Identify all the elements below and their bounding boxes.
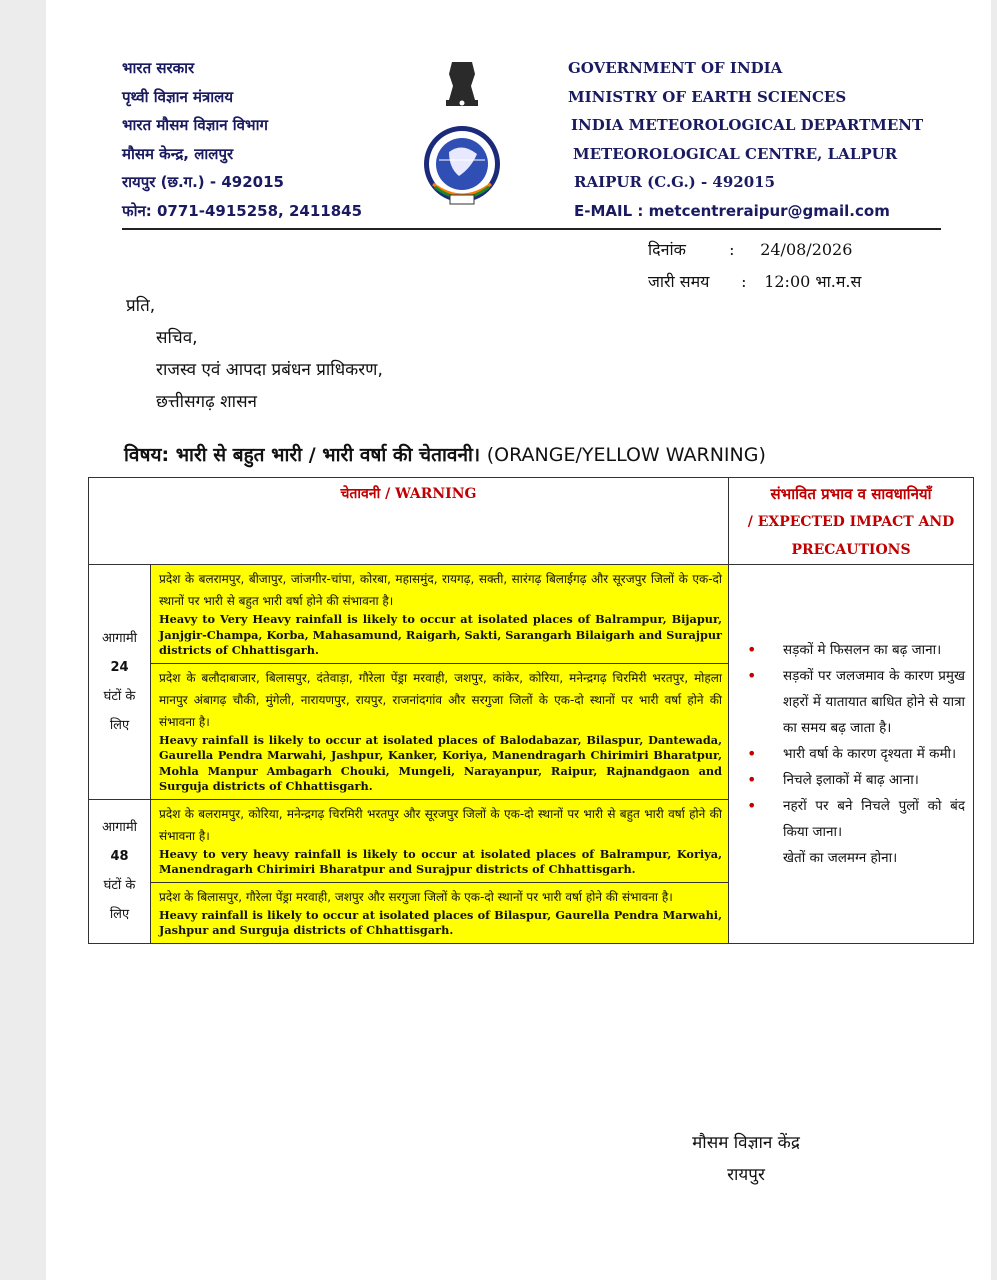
warning-header-hi: चेतावनी [340, 486, 381, 502]
period-label: घंटों के [103, 878, 136, 893]
signature-line: रायपुर [727, 1165, 765, 1185]
header-left-line: पृथ्वी विज्ञान मंत्रालय [122, 87, 234, 106]
impact-list [747, 637, 965, 871]
header-left-line: भारत सरकार [122, 59, 195, 77]
document-page [46, 0, 991, 1280]
list-item: खेतों का जलमग्न होना। [783, 849, 898, 866]
header-divider [122, 228, 941, 230]
impact-header-en: / EXPECTED IMPACT AND PRECAUTIONS [747, 514, 955, 558]
list-item: • भारी वर्षा के कारण दृश्यता में कमी। [747, 741, 965, 767]
header-right-line: METEOROLOGICAL CENTRE, LALPUR [573, 144, 898, 163]
warning-text-hi: प्रदेश के बलरामपुर, कोरिया, मनेन्द्रगढ़ चिरमिरी भरतपुर और सूरजपुर जिलों के एक-दो स्थानों पर भारी से बहुत भारी वर्षा होने की संभावना है। [159, 806, 723, 843]
recipient-line: सचिव, [156, 328, 198, 348]
header-right-line: GOVERNMENT OF INDIA [568, 59, 783, 77]
header-right-line: MINISTRY OF EARTH SCIENCES [568, 87, 847, 106]
table-row [89, 565, 974, 664]
signature-line: मौसम विज्ञान केंद्र [692, 1133, 800, 1153]
period-label: आगामी [101, 820, 138, 835]
warning-text-en: Heavy rainfall is likely to occur at isolated places of Balodabazar, Bilaspur, Dantewada, Gaurella Pendra Marwahi, Jashpur, Kanker, Koriya, Manendragarh Chirimiri Bharatpur, Mohla Manpur Ambagarh Chouki, Mungeli, Narayanpur, Raipur, Rajnandgaon and Surguja districts of Chhattisgarh. [159, 732, 723, 793]
period-label: घंटों के [103, 688, 136, 704]
header-right-line: RAIPUR (C.G.) - 492015 [574, 173, 776, 191]
warning-table [88, 477, 974, 944]
warning-cell-48b [151, 882, 729, 943]
impact-header [729, 478, 974, 565]
subject-english: (ORANGE/YELLOW WARNING) [486, 444, 766, 466]
recipient-block [126, 290, 546, 418]
period-48h [89, 799, 151, 943]
warning-cell-24b [151, 663, 729, 799]
warning-cell-48a [151, 799, 729, 882]
warning-cell-24a [151, 565, 729, 664]
date-label: दिनांक [648, 240, 686, 259]
header-right [568, 54, 948, 225]
subject-line [124, 441, 974, 467]
period-hours: 48 [110, 849, 129, 864]
ashoka-lions-icon [446, 62, 478, 106]
issue-time-label: जारी समय [648, 272, 710, 291]
list-item: • सड़कों मे फिसलन का बढ़ जाना। [747, 637, 965, 663]
header-left-line: भारत मौसम विज्ञान विभाग [122, 116, 268, 134]
warning-text-hi: प्रदेश के बलरामपुर, बीजापुर, जांजगीर-चांपा, कोरबा, महासमुंद, रायगढ़, सक्ती, सारंगढ़ बिलाईगढ़ और सूरजपुर जिलों के एक-दो स्थानों पर भारी से बहुत भारी वर्षा होने की संभावना है। [159, 572, 723, 608]
warning-text-en: Heavy rainfall is likely to occur at isolated places of Bilaspur, Gaurella Pendra Marwahi, Jashpur and Surguja districts of Chhattisgarh. [159, 907, 723, 937]
signature-block [646, 1127, 846, 1191]
period-24h [89, 565, 151, 800]
impact-cell [729, 565, 974, 944]
subject-hindi: विषय: भारी से बहुत भारी / भारी वर्षा की चेतावनी। [124, 444, 481, 466]
recipient-to: प्रति, [126, 296, 156, 316]
email-line: E-MAIL : metcentreraipur@gmail.com [574, 201, 890, 220]
impact-header-hi: संभावित प्रभाव व सावधानियाँ [770, 485, 932, 503]
period-label: लिए [109, 717, 130, 733]
table-header-row [89, 478, 974, 565]
period-label: आगामी [101, 630, 138, 646]
recipient-line: छत्तीसगढ़ शासन [156, 392, 257, 412]
warning-header [89, 478, 729, 565]
header-left-line: मौसम केन्द्र, लालपुर [122, 144, 234, 163]
period-hours: 24 [110, 659, 129, 675]
date-value: 24/08/2026 [760, 240, 853, 259]
warning-text-en: Heavy to very heavy rainfall is likely to occur at isolated places of Balrampur, Koriya, Manendragarh Chirimiri Bharatpur and Surajpur districts of Chhattisgarh. [159, 846, 723, 876]
imd-emblem-icon [419, 56, 505, 206]
issue-time-sep: : [741, 272, 747, 291]
warning-text-hi: प्रदेश के बिलासपुर, गौरेला पेंड्रा मरवाही, जशपुर और सरगुजा जिलों के एक-दो स्थानों पर भारी वर्षा होने की संभावना है। [159, 889, 673, 904]
warning-text-hi: प्रदेश के बलौदाबाजार, बिलासपुर, दंतेवाड़ा, गौरेला पेंड्रा मरवाही, जशपुर, कांकेर, कोरिया, मनेन्द्रगढ़ चिरमिरी भरतपुर, मोहला मानपुर अंबागढ़ चौकी, मुंगेली, नारायणपुर, रायपुर, राजनांदगांव और सरगुजा जिलों के एक-दो स्थानों पर भारी वर्षा होने की संभावना है। [159, 670, 723, 729]
issue-time-value: 12:00 भा.म.स [764, 272, 862, 291]
header-left-line: फोन: 0771-4915258, 2411845 [122, 201, 363, 220]
header-left [122, 54, 402, 225]
period-label: लिए [109, 907, 130, 922]
warning-text-en: Heavy to Very Heavy rainfall is likely to occur at isolated places of Balrampur, Bijapur, Janjgir-Champa, Korba, Mahasamund, Raigarh, Sakti, Sarangarh Bilaigarh and Surajpur districts of Chhattisgarh. [159, 612, 723, 657]
list-item: • सड़कों पर जलजमाव के कारण प्रमुख शहरों में यातायात बाधित होने से यात्रा का समय बढ़ जाता है। [747, 663, 965, 741]
list-item: • नहरों पर बने निचले पुलों को बंद किया जाना। [747, 793, 965, 845]
date-block [648, 234, 948, 298]
warning-header-en: / WARNING [385, 486, 477, 502]
list-item: • निचले इलाकों में बाढ़ आना। [747, 767, 965, 793]
recipient-line: राजस्व एवं आपदा प्रबंधन प्राधिकरण, [156, 360, 383, 380]
date-sep: : [729, 240, 735, 259]
header-left-line: रायपुर (छ.ग.) - 492015 [122, 173, 284, 191]
header-right-line: INDIA METEOROLOGICAL DEPARTMENT [571, 116, 924, 134]
